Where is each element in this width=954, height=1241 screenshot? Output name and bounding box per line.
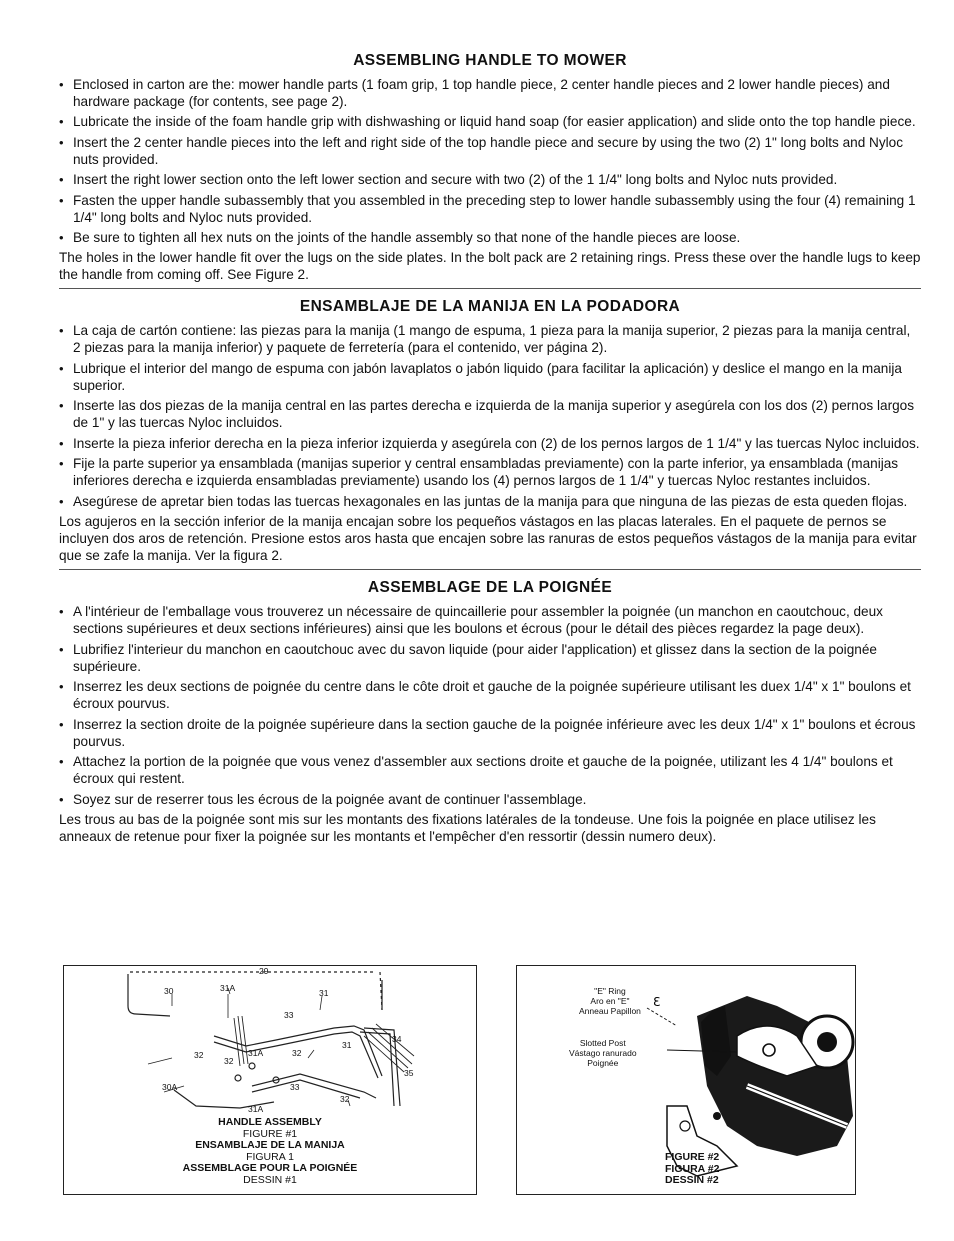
caption-fig-fr: DESSIN #1 (243, 1173, 297, 1186)
leader-lines (148, 988, 350, 1106)
label-35: 35 (404, 1068, 414, 1078)
wheel-hub (817, 1032, 837, 1052)
label-32-left2: 32 (224, 1056, 234, 1066)
list-item: • Attachez la portion de la poignée que vous venez d'assembler aux sections droite et gauche de la poignée, utilizant les 4 1/4" boulons et écroux qui restent. (59, 753, 921, 787)
foam-grip (234, 1016, 248, 1066)
label-32-left: 32 (194, 1050, 204, 1060)
caption-fig2-fr: DESSIN #2 (665, 1174, 719, 1186)
list-item: • Inserrez la section droite de la poignée supérieure dans la section gauche de la poignée inférieure avec les deux 1/4" x 1" boulons et écrous pourvus. (59, 716, 921, 750)
figure2-caption (665, 1152, 719, 1187)
label-31-mid: 31 (342, 1040, 352, 1050)
list-item: • Be sure to tighten all hex nuts on the joints of the handle assembly so that none of the handle pieces are loose. (59, 229, 921, 246)
caption-title-fr: ASSEMBLAGE POUR LA POIGNÉE (182, 1162, 358, 1174)
figure-e-ring (516, 965, 856, 1195)
divider (59, 569, 921, 570)
caption-fig2-es: FIGURA #2 (665, 1162, 720, 1175)
label-34: 34 (392, 1034, 402, 1044)
figure-handle-assembly (63, 965, 477, 1195)
bolt (235, 1075, 241, 1081)
label-31a-mid: 31A (248, 1048, 264, 1058)
label-29: 29 (259, 966, 269, 976)
list-item: • Lubrique el interior del mango de espuma con jabón lavaplatos o jabón liquido (para facilitar la aplicación) y deslice el mango en la manija superior. (59, 360, 921, 394)
label-31a: 31A (220, 983, 236, 993)
label-32-mid: 32 (292, 1048, 302, 1058)
list-item: • Lubrifiez l'interieur du manchon en caoutchouc avec du savon liquide (pour aider l'application) et glissez dans la section de la poignée supérieure. (59, 641, 921, 675)
manual-page (59, 52, 921, 845)
label-33: 33 (284, 1010, 294, 1020)
section-english (59, 52, 921, 283)
e-ring-icon: Ɛ (653, 995, 661, 1009)
label-30: 30 (164, 986, 174, 996)
bolt (249, 1063, 255, 1069)
slotted-post-label (569, 1038, 637, 1068)
caption-title-en: HANDLE ASSEMBLY (218, 1116, 322, 1128)
handle-assembly-diagram (64, 966, 476, 1116)
list-item: • Inserte la pieza inferior derecha en la pieza inferior izquierda y asegúrela con (2) de los pernos largos de 1 1/4" y las tuercas Nyloc incluidos. (59, 435, 921, 452)
caption-fig2-en: FIGURE #2 (665, 1151, 720, 1163)
caption-fig-es: FIGURA 1 (246, 1150, 294, 1163)
bolt (713, 1112, 721, 1120)
list-item: • Inserte las dos piezas de la manija central en las partes derecha e izquierda de la manija superior y asegúrela con los dos (2) pernos largos de 1" y las tuercas Nyloc incluidos. (59, 397, 921, 431)
e-ring-part (763, 1044, 775, 1056)
label-31a-bot: 31A (248, 1104, 264, 1114)
label-30a: 30A (162, 1082, 178, 1092)
heading-english: ASSEMBLING HANDLE TO MOWER (353, 52, 627, 69)
slotted-post (680, 1121, 690, 1131)
label-31: 31 (319, 988, 329, 998)
divider (59, 288, 921, 289)
caption-fig-en: FIGURE #1 (242, 1127, 298, 1140)
e-ring-label-es: Aro en "E" (590, 996, 630, 1006)
bullet-list-spanish (59, 322, 921, 510)
list-item: • Fije la parte superior ya ensamblada (manijas superior y central ensambladas previamente) con la parte inferior, ya ensamblada (manijas inferiores derecha e izquierda ensambladas previamente) usando los (4) pernos largos de 1 1/4" y tuercas Nyloc restantes incluidos. (59, 455, 921, 489)
list-item: • Insert the 2 center handle pieces into the left and right side of the top handle piece and secure by using the two (2) 1" long bolts and Nyloc nuts provided. (59, 134, 921, 168)
list-item: • Soyez sur de reserrer tous les écrous de la poignée avant de continuer l'assemblage. (59, 791, 921, 808)
label-33-bot: 33 (290, 1082, 300, 1092)
e-ring-label (579, 986, 641, 1016)
lower-handle-piece (252, 1074, 376, 1098)
heading-spanish: ENSAMBLAJE DE LA MANIJA EN LA PODADORA (299, 298, 681, 316)
leader-e-ring (647, 1008, 677, 1026)
list-item: • Enclosed in carton are the: mower handle parts (1 foam grip, 1 top handle piece, 2 center handle pieces and 2 lower handle pieces) and hardware package (for contents, see page 2). (59, 76, 921, 110)
bullet-list-french (59, 603, 921, 808)
list-item: • Insert the right lower section onto the left lower section and secure with two (2) of the 1 1/4" long bolts and Nyloc nuts provided. (59, 171, 921, 188)
paragraph-spanish: Los agujeros en la sección inferior de la manija encajan sobre los pequeños vástagos en las placas laterales. En el paquete de pernos se incluyen dos aros de retención. Presione estos aros hasta que encajen sobre las ranuras de estos pequeños vástagos de la manija para evitar que se zafe la manija. Ver la figura 2. (59, 514, 917, 564)
post-label-es: Vástago ranurado (569, 1048, 637, 1058)
list-item: • Inserrez les deux sections de poignée du centre dans le côte droit et gauche de la poignée supérieure utilisant les duex 1/4" x 1" boulons et écroux pourvus. (59, 678, 921, 712)
e-ring-label-fr: Anneau Papillon (579, 1006, 641, 1016)
list-item: • Fasten the upper handle subassembly that you assembled in the preceding step to lower handle subassembly using the four (4) remaining 1 1/4" long bolts and Nyloc nuts provided. (59, 192, 921, 226)
list-item: • A l'intérieur de l'emballage vous trouverez un nécessaire de quincaillerie pour assembler la poignée (un manchon en caoutchouc, deux sections supérieures et deux sections inférieures) ainsi que les boulons et écrous (pour le détail des pièces regardez la page deux). (59, 603, 921, 637)
post-label-fr: Poignée (587, 1058, 619, 1068)
list-item: • Asegúrese de apretar bien todas las tuercas hexagonales en las juntas de la manija para que ninguna de las piezas de esta queden flojas. (59, 493, 921, 510)
figure1-caption (64, 1117, 476, 1186)
heading-french: ASSEMBLAGE DE LA POIGNÉE (367, 579, 613, 597)
paragraph-french: Les trous au bas de la poignée sont mis sur les montants des fixations latérales de la tondeuse. Une fois la poignée en place utilisez les anneaux de retenue pour fixer la poignée sur les montants et l'empêcher d'en ressortir (dessin numero deux). (59, 812, 876, 845)
paragraph-english: The holes in the lower handle fit over the lugs on the side plates. In the bolt pack are 2 retaining rings. Press these over the handle lugs to keep the handle from coming off. See Figure 2. (59, 250, 921, 283)
label-32-bot: 32 (340, 1094, 350, 1104)
list-item: • La caja de cartón contiene: las piezas para la manija (1 mango de espuma, 1 pieza para la manija superior, 2 piezas para la manija central, 2 piezas para la manija inferior) y paquete de ferretería (para el contenido, ver página 2). (59, 322, 921, 356)
bullet-list-english (59, 76, 921, 246)
section-spanish (59, 298, 921, 564)
post-label-en: Slotted Post (579, 1038, 626, 1048)
list-item: • Lubricate the inside of the foam handle grip with dishwashing or liquid hand soap (for easier application) and slide onto the top handle piece. (59, 113, 921, 130)
section-french (59, 579, 921, 845)
e-ring-label-en: "E" Ring (594, 986, 626, 996)
caption-title-es: ENSAMBLAJE DE LA MANIJA (195, 1139, 345, 1151)
